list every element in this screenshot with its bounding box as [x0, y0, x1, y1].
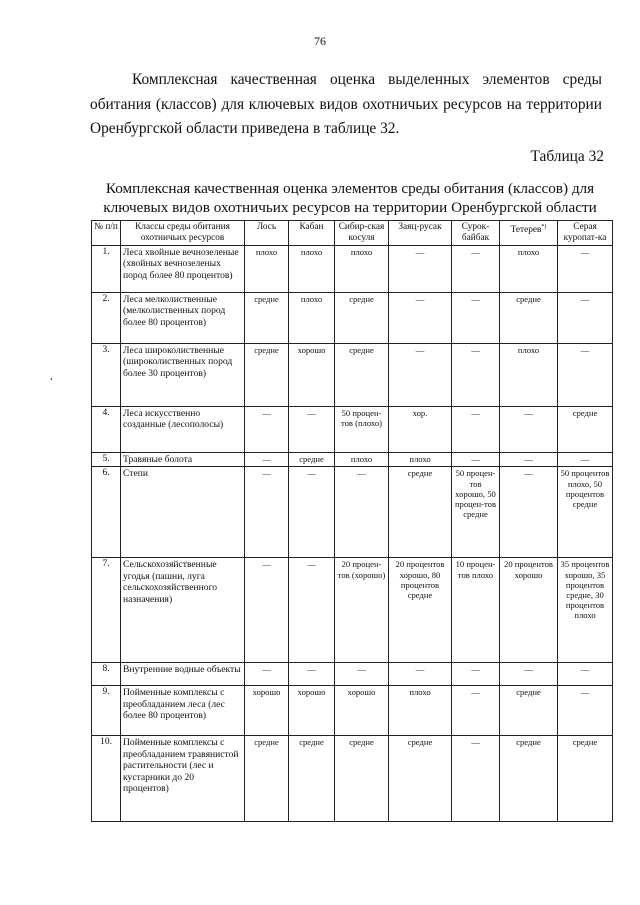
cell-roe-deer: средне — [335, 293, 389, 344]
cell-roe-deer: — — [335, 663, 389, 686]
table-header-row — [92, 221, 613, 246]
cell-partridge: — — [558, 663, 613, 686]
cell-hare: хор. — [389, 407, 452, 453]
cell-roe-deer: средне — [335, 344, 389, 407]
header-roe-deer: Сибир-ская косуля — [335, 221, 389, 246]
cell-elk: плохо — [245, 246, 289, 293]
cell-boar: плохо — [289, 293, 335, 344]
intro-line-2: обитания (классов) для ключевых видов охотничьих ресурсов на территории — [90, 95, 602, 113]
table-row — [92, 246, 613, 293]
habitat-class: Леса широколиственные (широколиственных пород более 30 процентов) — [121, 344, 245, 407]
caption-line-2: ключевых видов охотничьих ресурсов на территории Оренбургской области — [103, 198, 597, 216]
row-number: 4. — [92, 407, 121, 453]
header-elk: Лось — [245, 221, 289, 246]
cell-roe-deer: средне — [335, 736, 389, 822]
cell-hare: средне — [389, 467, 452, 558]
cell-partridge: 35 процентов хорошо, 35 процентов средне, 30 процентов плохо — [558, 558, 613, 663]
habitat-class: Пойменные комплексы с преобладанием леса (лес более 80 процентов) — [121, 686, 245, 736]
cell-marmot: — — [452, 453, 500, 467]
cell-elk: — — [245, 558, 289, 663]
cell-elk: хорошо — [245, 686, 289, 736]
header-marmot: Сурок-байбак — [452, 221, 500, 246]
habitat-class: Травяные болота — [121, 453, 245, 467]
table-row — [92, 453, 613, 467]
intro-line-1: Комплексная качественная оценка выделенных элементов среды — [132, 71, 602, 88]
cell-roe-deer: 50 процен-тов (плохо) — [335, 407, 389, 453]
row-number: 1. — [92, 246, 121, 293]
intro-paragraph — [90, 68, 602, 142]
cell-hare: плохо — [389, 453, 452, 467]
cell-partridge: — — [558, 344, 613, 407]
caption-line-1: Комплексная качественная оценка элементов среды обитания (классов) для — [105, 180, 595, 197]
cell-grouse: средне — [500, 686, 558, 736]
cell-partridge: средне — [558, 736, 613, 822]
cell-grouse: 20 процентов хорошо — [500, 558, 558, 663]
table-row — [92, 407, 613, 453]
cell-marmot: — — [452, 663, 500, 686]
cell-elk: — — [245, 663, 289, 686]
header-grouse-label: Тетерев — [510, 225, 542, 236]
cell-boar: плохо — [289, 246, 335, 293]
cell-roe-deer: — — [335, 467, 389, 558]
cell-grouse: — — [500, 453, 558, 467]
cell-boar: — — [289, 558, 335, 663]
stray-mark: , — [50, 371, 53, 382]
cell-grouse: средне — [500, 736, 558, 822]
habitat-class: Леса мелколиственные (мелколиственных пород более 80 процентов) — [121, 293, 245, 344]
cell-marmot: — — [452, 686, 500, 736]
cell-partridge: — — [558, 246, 613, 293]
cell-elk: средне — [245, 736, 289, 822]
cell-marmot: — — [452, 407, 500, 453]
row-number: 2. — [92, 293, 121, 344]
header-hare: Заяц-русак — [389, 221, 452, 246]
cell-elk: средне — [245, 344, 289, 407]
header-habitat-class: Классы среды обитания охотничьих ресурсов — [121, 221, 245, 246]
cell-boar: хорошо — [289, 686, 335, 736]
cell-elk: — — [245, 467, 289, 558]
table-row — [92, 686, 613, 736]
cell-hare: — — [389, 663, 452, 686]
row-number: 3. — [92, 344, 121, 407]
cell-hare: — — [389, 246, 452, 293]
cell-grouse: плохо — [500, 344, 558, 407]
cell-roe-deer: 20 процен-тов (хорошо) — [335, 558, 389, 663]
cell-boar: — — [289, 663, 335, 686]
header-boar: Кабан — [289, 221, 335, 246]
habitat-class: Степи — [121, 467, 245, 558]
table-row — [92, 293, 613, 344]
cell-marmot: 10 процен-тов плохо — [452, 558, 500, 663]
cell-partridge: 50 процентов плохо, 50 процентов средне — [558, 467, 613, 558]
intro-line-3: Оренбургской области приведена в таблице 32. — [90, 120, 400, 137]
cell-roe-deer: хорошо — [335, 686, 389, 736]
habitat-class: Леса хвойные вечнозеленые (хвойных вечнозеленых пород более 80 процентов) — [121, 246, 245, 293]
row-number: 9. — [92, 686, 121, 736]
cell-boar: средне — [289, 453, 335, 467]
table-caption — [90, 180, 610, 217]
cell-boar: — — [289, 467, 335, 558]
row-number: 8. — [92, 663, 121, 686]
cell-marmot: — — [452, 736, 500, 822]
row-number: 5. — [92, 453, 121, 467]
habitat-class: Сельскохозяйственные угодья (пашни, луга сельскохозяйственного назначения) — [121, 558, 245, 663]
cell-partridge: — — [558, 686, 613, 736]
table-label: Таблица 32 — [530, 148, 604, 165]
table-row — [92, 467, 613, 558]
page-number: 76 — [314, 34, 326, 48]
habitat-class: Пойменные комплексы с преобладанием травянистой растительности (лес и кустарники до 20 процентов) — [121, 736, 245, 822]
habitat-class: Внутренние водные объекты — [121, 663, 245, 686]
cell-roe-deer: плохо — [335, 453, 389, 467]
habitat-class: Леса искусственно созданные (лесополосы) — [121, 407, 245, 453]
cell-elk: — — [245, 453, 289, 467]
row-number: 6. — [92, 467, 121, 558]
cell-grouse: плохо — [500, 246, 558, 293]
cell-boar: хорошо — [289, 344, 335, 407]
header-grouse-footnote: *) — [541, 224, 547, 230]
cell-hare: 20 процентов хорошо, 80 процентов средне — [389, 558, 452, 663]
cell-hare: — — [389, 293, 452, 344]
cell-roe-deer: плохо — [335, 246, 389, 293]
cell-grouse: средне — [500, 293, 558, 344]
cell-boar: средне — [289, 736, 335, 822]
cell-grouse: — — [500, 467, 558, 558]
cell-hare: — — [389, 344, 452, 407]
cell-marmot: — — [452, 293, 500, 344]
table-row — [92, 344, 613, 407]
habitat-assessment-table — [91, 220, 613, 822]
cell-grouse: — — [500, 663, 558, 686]
header-partridge: Серая куропат-ка — [558, 221, 613, 246]
cell-boar: — — [289, 407, 335, 453]
cell-partridge: — — [558, 293, 613, 344]
cell-marmot: — — [452, 246, 500, 293]
cell-grouse: — — [500, 407, 558, 453]
cell-partridge: — — [558, 453, 613, 467]
cell-hare: средне — [389, 736, 452, 822]
row-number: 10. — [92, 736, 121, 822]
row-number: 7. — [92, 558, 121, 663]
cell-partridge: средне — [558, 407, 613, 453]
cell-marmot: 50 процен-тов хорошо, 50 процен-тов средне — [452, 467, 500, 558]
header-grouse — [500, 221, 558, 246]
table-row — [92, 558, 613, 663]
table-row — [92, 736, 613, 822]
cell-elk: средне — [245, 293, 289, 344]
cell-marmot: — — [452, 344, 500, 407]
cell-hare: плохо — [389, 686, 452, 736]
table-row — [92, 663, 613, 686]
cell-elk: — — [245, 407, 289, 453]
header-num: № п/п — [92, 221, 121, 246]
